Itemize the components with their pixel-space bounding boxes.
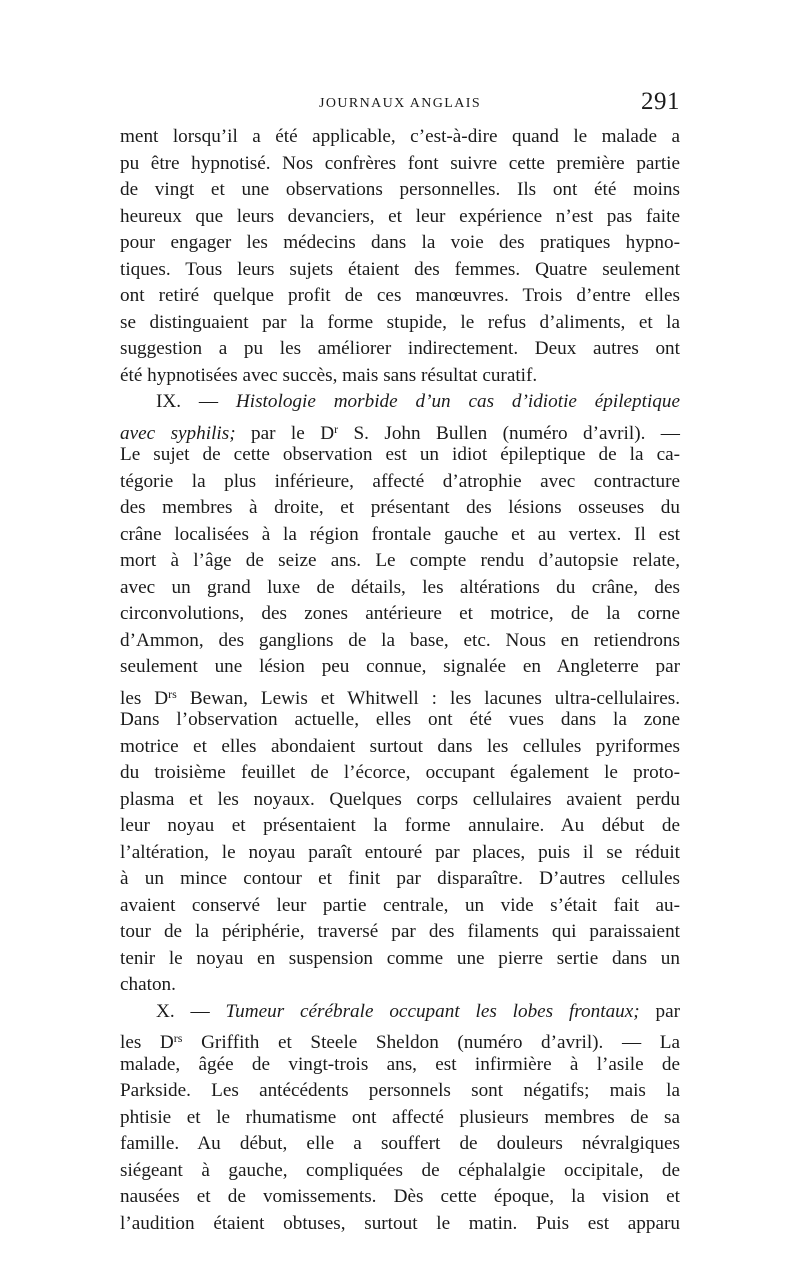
text-line: motrice et elles abondaient surtout dans les cellules pyriformes	[120, 735, 680, 757]
text-line: leur noyau et présentaient la forme annulaire. Au début de	[120, 815, 680, 836]
text-line: à un mince contour et finit par disparaître. D’autres cellules	[120, 868, 680, 889]
text-line: l’altération, le noyau paraît entouré par places, puis il se réduit	[120, 841, 680, 863]
text-line: seulement une lésion peu connue, signalée en Angleterre par	[120, 656, 680, 677]
section-number: IX. —	[156, 391, 236, 412]
text-line: tégorie la plus inférieure, affecté d’atrophie avec contracture	[120, 470, 680, 492]
text-line: les $D^{rs}$ Bewan, Lewis et Whitwell : les lacunes ultra-cellulaires.	[120, 686, 680, 709]
text-line: pour engager les médecins dans la voie des pratiques hypno-	[120, 232, 680, 253]
running-title: JOURNAUX ANGLAIS	[318, 96, 482, 111]
text-line: mort à l’âge de seize ans. Le compte rendu d’autopsie relate,	[120, 550, 680, 571]
text-line: de vingt et une observations personnelles. Ils ont été moins	[120, 179, 680, 200]
text-line: les $D^{rs}$ Griffith et Steele Sheldon (numéro d’avril). — La	[120, 1031, 681, 1053]
page-number: 291	[641, 88, 680, 115]
text-line: des membres à droite, et présentant des lésions osseuses du	[120, 497, 680, 518]
section-heading-x: X. — Tumeur cérébrale occupant les lobes frontaux; par	[156, 1000, 681, 1022]
text-line: tour de la périphérie, traversé par des filaments qui paraissaient	[120, 921, 680, 942]
section-title: Histologie morbide d’un cas d’idiotie épileptique	[235, 391, 680, 412]
text-line: été hypnotisées avec succès, mais sans résultat curatif.	[120, 364, 538, 386]
text-line: du troisième feuillet de l’écorce, occupant également le proto-	[120, 762, 680, 783]
text-line: Parkside. Les antécédents personnels sont négatifs; mais la	[120, 1080, 680, 1101]
text-line: nausées et de vomissements. Dès cette époque, la vision et	[120, 1186, 680, 1207]
text-line: suggestion a pu les améliorer indirectement. Deux autres ont	[120, 338, 680, 359]
text-line: phtisie et le rhumatisme ont affecté plusieurs membres de sa	[120, 1106, 680, 1128]
text-line: heureux que leurs devanciers, et leur expérience n’est pas faite	[120, 205, 680, 227]
section-title: avec syphilis;	[120, 422, 236, 444]
text-line: ont retiré quelque profit de ces manœuvres. Trois d’entre elles	[120, 285, 680, 306]
text-line: avec un grand luxe de détails, les altérations du crâne, des	[120, 576, 680, 598]
text-line: avec syphilis; par le $D^r$ S. John Bullen (numéro d’avril). —	[120, 421, 680, 444]
running-head	[120, 88, 680, 120]
text-line: se distinguaient par la forme stupide, le refus d’aliments, et la	[120, 311, 680, 333]
text-line: pu être hypnotisé. Nos confrères font suivre cette première partie	[120, 152, 680, 174]
text-line: tenir le noyau en suspension comme une pierre sertie dans un	[120, 947, 680, 969]
text-line: avaient conservé leur partie centrale, un vide s’était fait au-	[120, 894, 680, 916]
text-line: ment lorsqu’il a été applicable, c’est-à-dire quand le malade a	[120, 126, 680, 147]
text-line: chaton.	[120, 974, 176, 995]
body-text	[120, 124, 680, 1237]
text-line: Le sujet de cette observation est un idiot épileptique de la ca-	[120, 444, 680, 465]
section-heading-ix	[120, 389, 680, 416]
text-line: siégeant à gauche, compliquées de céphalalgie occipitale, de	[120, 1159, 680, 1181]
text-line: l’audition étaient obtuses, surtout le matin. Puis est apparu	[120, 1212, 680, 1234]
section-title: Tumeur cérébrale occupant les lobes frontaux;	[225, 1000, 640, 1022]
text-line: malade, âgée de vingt-trois ans, est infirmière à l’asile de	[120, 1053, 680, 1075]
text-line: d’Ammon, des ganglions de la base, etc. Nous en retiendrons	[120, 629, 680, 651]
text-line: crâne localisées à la région frontale gauche et au vertex. Il est	[120, 523, 680, 545]
section-number: X. —	[156, 1000, 226, 1022]
text-line: Dans l’observation actuelle, elles ont été vues dans la zone	[120, 709, 680, 730]
text-line: plasma et les noyaux. Quelques corps cellulaires avaient perdu	[120, 788, 680, 810]
text-line: famille. Au début, elle a souffert de douleurs névralgiques	[120, 1133, 680, 1154]
text-line: circonvolutions, des zones antérieure et motrice, de la corne	[120, 603, 680, 624]
text-line: tiques. Tous leurs sujets étaient des femmes. Quatre seulement	[120, 258, 680, 280]
